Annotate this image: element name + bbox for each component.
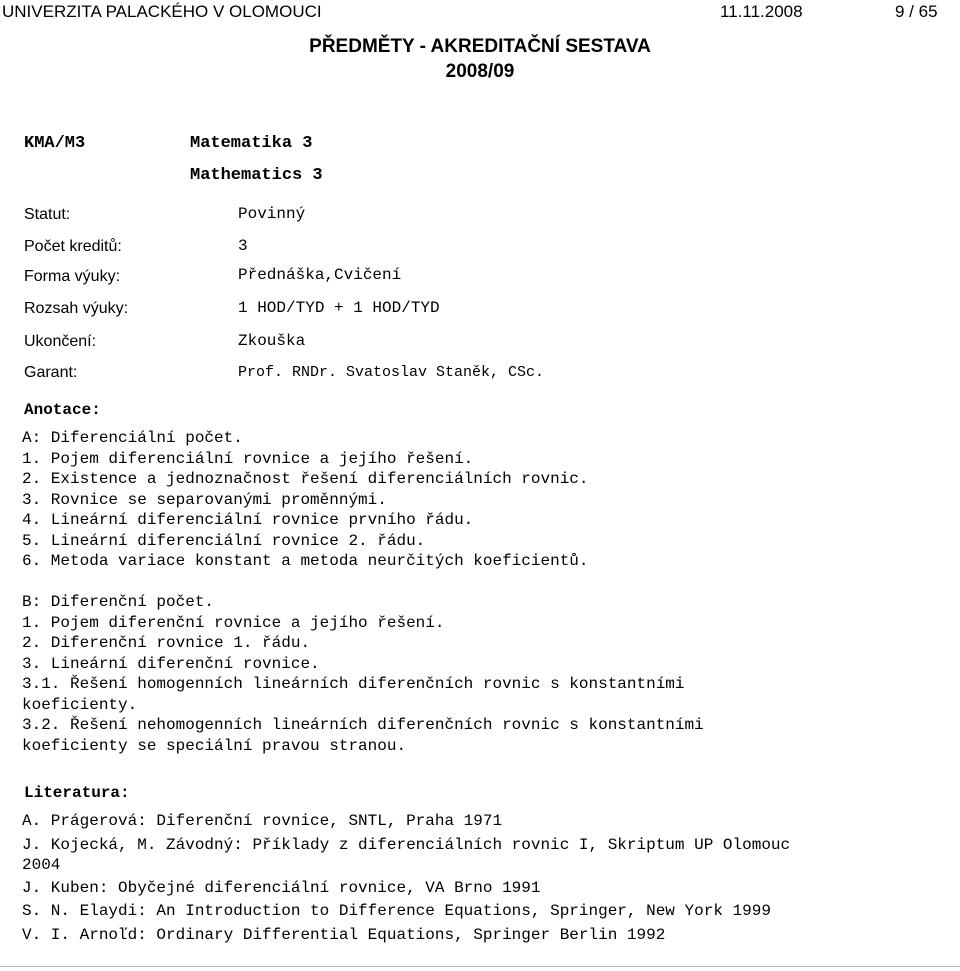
literature-item: J. Kojecká, M. Závodný: Příklady z diferenciálních rovnic I, Skriptum UP Olomouc [22,836,791,854]
annotation-line: koeficienty. [22,695,138,714]
literature-item: V. I. Arnoľd: Ordinary Differential Equations, Springer Berlin 1992 [22,926,666,944]
report-title: PŘEDMĚTY - AKREDITAČNÍ SESTAVA [309,36,651,57]
annotation-line: koeficienty se speciální pravou stranou. [22,736,407,755]
annotation-line: 3. Lineární diferenční rovnice. [22,654,320,673]
course-name-cz: Matematika 3 [190,134,313,153]
literature-item: A. Prágerová: Diferenční rovnice, SNTL, Praha 1971 [22,812,503,830]
annotation-line: 5. Lineární diferenciální rovnice 2. řádu. [22,531,426,550]
annotation-line: 4. Lineární diferenciální rovnice prvního řádu. [22,511,474,529]
field-label-credits: Počet kreditů: [24,238,122,255]
annotation-line: 3.1. Řešení homogenních lineárních diferenčních rovnic s konstantními [22,675,685,693]
field-label-completion: Ukončení: [24,333,97,350]
field-label-scope: Rozsah výuky: [24,300,129,317]
field-value-scope: 1 HOD/TYD + 1 HOD/TYD [238,299,440,317]
field-label-form: Forma výuky: [24,268,121,285]
field-value-completion: Zkouška [238,332,306,350]
field-value-credits: 3 [238,237,248,255]
literature-heading: Literatura: [24,784,130,802]
annotation-line: 3. Rovnice se separovanými proměnnými. [22,490,387,509]
field-value-form: Přednáška,Cvičení [238,266,402,284]
annotation-line: 3.2. Řešení nehomogenních lineárních diferenčních rovnic s konstantními [22,716,704,734]
literature-item: S. N. Elaydi: An Introduction to Difference Equations, Springer, New York 1999 [22,902,771,920]
field-value-statut: Povinný [238,205,306,223]
field-label-guarantor: Garant: [24,364,78,381]
literature-item: J. Kuben: Obyčejné diferenciální rovnice, VA Brno 1991 [22,879,541,897]
field-label-statut: Statut: [24,206,71,223]
annotation-heading: Anotace: [24,401,101,419]
annotation-line: A: Diferenciální počet. [22,429,243,447]
course-code: KMA/M3 [24,134,86,153]
annotation-line: 2. Existence a jednoznačnost řešení diferenciálních rovnic. [22,470,589,488]
bottom-divider [0,966,960,967]
annotation-line: B: Diferenční počet. [22,593,215,611]
course-name-en: Mathematics 3 [190,166,323,185]
page-number: 9 / 65 [895,2,938,21]
field-value-guarantor: Prof. RNDr. Svatoslav Staněk, CSc. [238,364,545,381]
annotation-line: 1. Pojem diferenční rovnice a jejího řešení. [22,613,445,632]
literature-item: 2004 [22,856,61,874]
university-name: UNIVERZITA PALACKÉHO V OLOMOUCI [2,2,322,21]
annotation-line: 6. Metoda variace konstant a metoda neurčitých koeficientů. [22,552,589,570]
annotation-line: 1. Pojem diferenciální rovnice a jejího řešení. [22,449,474,468]
annotation-line: 2. Diferenční rovnice 1. řádu. [22,634,311,652]
academic-year: 2008/09 [445,61,515,82]
report-date: 11.11.2008 [720,2,803,21]
